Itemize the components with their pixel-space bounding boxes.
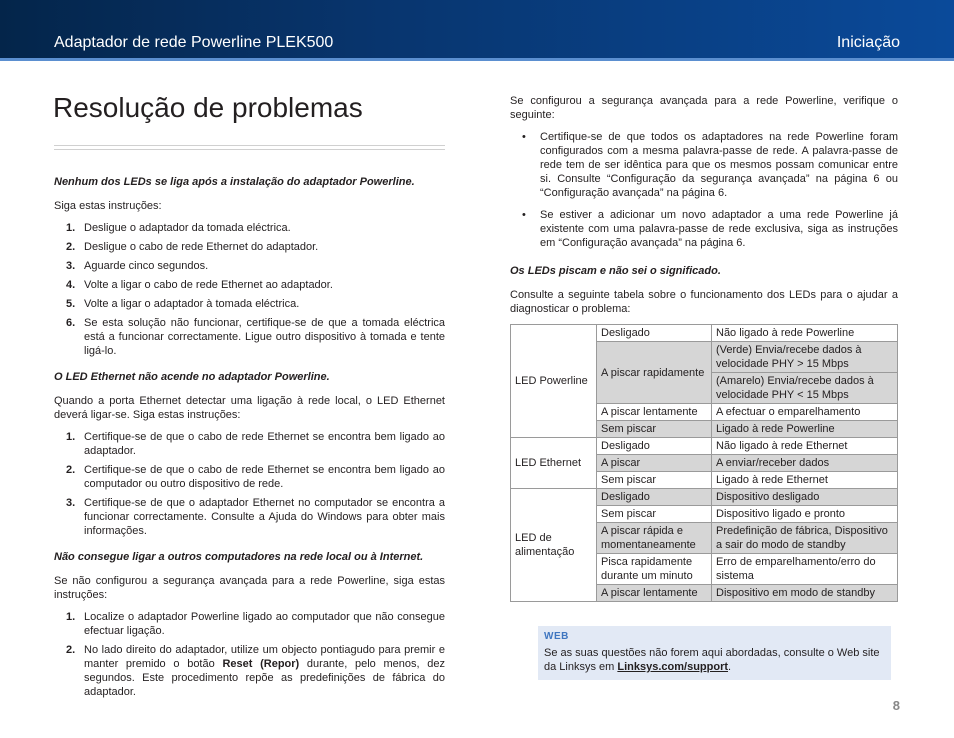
steps-list-ethernet [54, 430, 445, 538]
meaning-cell: Erro de emparelhamento/erro do sistema [712, 554, 898, 585]
list-item [54, 297, 445, 311]
meaning-cell: Não ligado à rede Powerline [712, 325, 898, 342]
state-cell: Sem piscar [597, 421, 712, 438]
list-item [54, 221, 445, 235]
meaning-cell: A enviar/receber dados [712, 455, 898, 472]
step-number: 4. [66, 279, 76, 291]
step-number: 1. [66, 222, 76, 234]
page-title: Resolução de problemas [53, 92, 363, 123]
header-accent-line [0, 58, 954, 61]
meaning-cell: (Amarelo) Envia/recebe dados à velocidade PHY < 15 Mbps [712, 373, 898, 404]
meaning-cell: Ligado à rede Ethernet [712, 472, 898, 489]
step-number: 2. [66, 644, 76, 656]
steps-list-network [54, 610, 445, 699]
step-number: 5. [66, 298, 76, 310]
meaning-cell: A efectuar o emparelhamento [712, 404, 898, 421]
title-rule-bottom [54, 149, 445, 150]
step-number: 1. [66, 431, 76, 443]
step-text: Localize o adaptador Powerline ligado ao computador que não consegue efectuar ligação. [84, 611, 445, 637]
left-column [54, 175, 445, 711]
meaning-cell: Dispositivo em modo de standby [712, 585, 898, 602]
state-cell: A piscar lentamente [597, 585, 712, 602]
title-rule-top [54, 145, 445, 146]
step-number: 2. [66, 241, 76, 253]
list-item [54, 430, 445, 458]
step-text: Desligue o adaptador da tomada eléctrica. [84, 222, 291, 234]
meaning-cell: Ligado à rede Powerline [712, 421, 898, 438]
step-text: Certifique-se de que o cabo de rede Ethernet se encontra bem ligado ao computador ou outro dispositivo de rede. [84, 464, 445, 490]
reset-button-label: Reset (Repor) [222, 658, 300, 670]
state-cell: Desligado [597, 325, 712, 342]
web-box-text [544, 646, 885, 674]
table-row [511, 325, 898, 342]
step-text: Aguarde cinco segundos. [84, 260, 209, 272]
led-name-cell: LED Powerline [511, 325, 597, 438]
step-text: Volte a ligar o adaptador à tomada eléctrica. [84, 298, 300, 310]
web-info-box [538, 626, 891, 680]
step-number: 6. [66, 317, 76, 329]
linksys-support-link[interactable]: Linksys.com/support [617, 661, 729, 673]
web-box-post: . [728, 661, 732, 673]
table-intro: Consulte a seguinte tabela sobre o funcionamento dos LEDs para o ajudar a diagnosticar o problema: [510, 289, 898, 315]
step-number: 2. [66, 464, 76, 476]
meaning-cell: Predefinição de fábrica, Dispositivo a sair do modo de standby [712, 523, 898, 554]
list-item [54, 240, 445, 254]
bullet-text: Se estiver a adicionar um novo adaptador a uma rede Powerline já existente com uma palavra-passe de rede exclusiva, siga as instruções em “Configuração avançada” na página 6. [540, 209, 898, 249]
led-name-cell: LED de alimentação [511, 489, 597, 602]
problem-intro: Siga estas instruções: [54, 200, 162, 212]
list-item [54, 496, 445, 538]
problem-intro: Quando a porta Ethernet detectar uma ligação à rede local, o LED Ethernet deverá ligar-se. Siga estas instruções: [54, 395, 445, 421]
step-text-post: durante, pelo menos, dez segundos. Este procedimento repõe as predefinições de fábrica do adaptador. [84, 658, 445, 698]
problem-heading-blinking: Os LEDs piscam e não sei o significado. [510, 265, 721, 277]
list-item [54, 463, 445, 491]
led-name-cell: LED Ethernet [511, 438, 597, 489]
security-bullets [510, 130, 898, 250]
header-product-title: Adaptador de rede Powerline PLEK500 [54, 34, 334, 51]
meaning-cell: Dispositivo desligado [712, 489, 898, 506]
step-number: 3. [66, 497, 76, 509]
step-text: Certifique-se de que o adaptador Ethernet no computador se encontra a funcionar correctamente. Consulte a Ajuda do Windows para obter mais informações. [84, 497, 445, 537]
meaning-cell: Dispositivo ligado e pronto [712, 506, 898, 523]
list-item [54, 278, 445, 292]
list-item [510, 130, 898, 200]
state-cell: A piscar rapidamente [597, 342, 712, 404]
step-number: 3. [66, 260, 76, 272]
bullet-icon: • [522, 131, 526, 143]
led-status-table [510, 324, 898, 602]
problem-heading-ethernet: O LED Ethernet não acende no adaptador Powerline. [54, 371, 330, 383]
state-cell: A piscar [597, 455, 712, 472]
step-text-pre: No lado direito do adaptador, utilize um objecto pontiagudo para premir e manter premido o botão [84, 644, 445, 670]
problem-heading-leds: Nenhum dos LEDs se liga após a instalação do adaptador Powerline. [54, 176, 415, 188]
list-item [54, 316, 445, 358]
state-cell: Pisca rapidamente durante um minuto [597, 554, 712, 585]
step-text: Se esta solução não funcionar, certifique-se de que a tomada eléctrica está a funcionar correctamente. Ligue outro dispositivo à tomada e tente ligá-lo. [84, 317, 445, 357]
state-cell: Desligado [597, 489, 712, 506]
meaning-cell: (Verde) Envia/recebe dados à velocidade PHY > 15 Mbps [712, 342, 898, 373]
step-text: Certifique-se de que o cabo de rede Ethernet se encontra bem ligado ao adaptador. [84, 431, 445, 457]
state-cell: Desligado [597, 438, 712, 455]
state-cell: A piscar lentamente [597, 404, 712, 421]
right-column [510, 94, 898, 602]
step-number: 1. [66, 611, 76, 623]
problem-heading-network: Não consegue ligar a outros computadores na rede local ou à Internet. [54, 551, 424, 563]
list-item [54, 643, 445, 699]
header-section-name: Iniciação [836, 34, 900, 51]
step-text: Desligue o cabo de rede Ethernet do adaptador. [84, 241, 319, 253]
bullet-icon: • [522, 209, 526, 221]
list-item [54, 259, 445, 273]
web-box-pre: Se as suas questões não forem aqui abordadas, consulte o Web site da Linksys em [544, 647, 880, 673]
page-number: 8 [892, 698, 900, 713]
bullet-text: Certifique-se de que todos os adaptadores na rede Powerline foram configurados com a mesma palavra-passe de rede. A palavra-passe de rede tem de ser idêntica para que os mesmos possam comunicar entre si. Consulte “Configuração da segurança avançada” na página 6 ou “Configuração avançada” na página 6. [540, 131, 898, 199]
problem-intro: Se não configurou a segurança avançada para a rede Powerline, siga estas instruções: [54, 575, 445, 601]
step-text: Volte a ligar o cabo de rede Ethernet ao adaptador. [84, 279, 333, 291]
table-row [511, 489, 898, 506]
web-box-title: WEB [544, 631, 569, 642]
state-cell: Sem piscar [597, 506, 712, 523]
table-row [511, 438, 898, 455]
security-intro: Se configurou a segurança avançada para a rede Powerline, verifique o seguinte: [510, 95, 898, 121]
list-item [510, 208, 898, 250]
meaning-cell: Não ligado à rede Ethernet [712, 438, 898, 455]
state-cell: Sem piscar [597, 472, 712, 489]
state-cell: A piscar rápida e momentaneamente [597, 523, 712, 554]
steps-list-leds [54, 221, 445, 358]
list-item [54, 610, 445, 638]
